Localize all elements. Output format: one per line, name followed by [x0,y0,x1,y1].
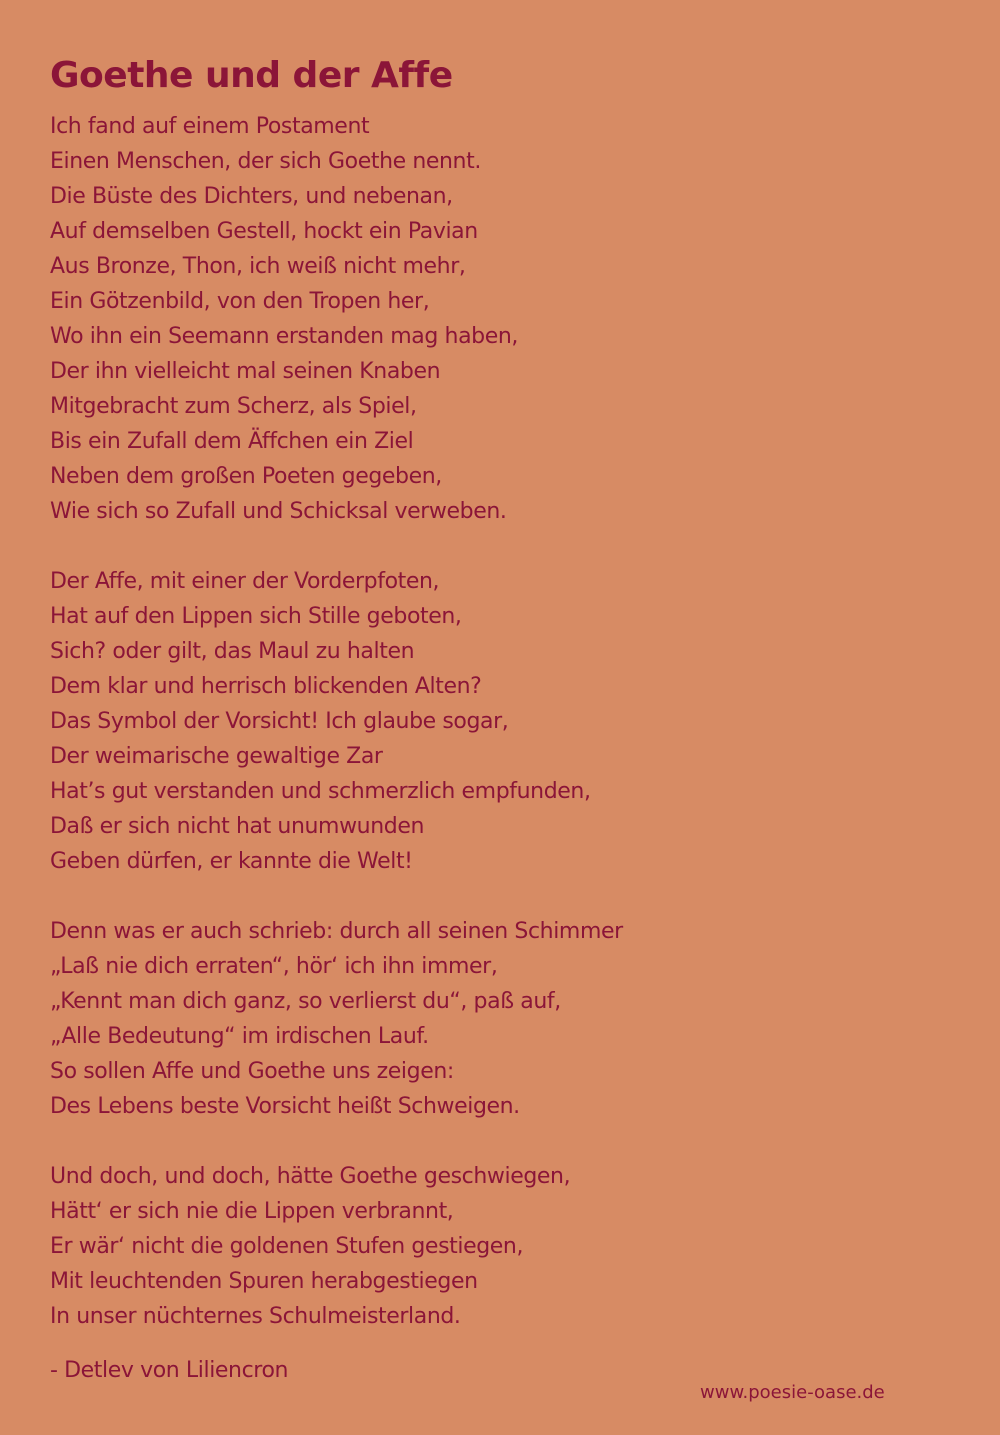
poem-line: Auf demselben Gestell, hockt ein Pavian [50,219,478,244]
poem-line: Geben dürfen, er kannte die Welt! [50,849,413,874]
poem-line: Ich fand auf einem Postament [50,114,370,139]
stanza-3 [50,914,950,1124]
website-url[interactable]: www.poesie-oase.de [700,1382,885,1403]
poem-line: Ein Götzenbild, von den Tropen her, [50,289,430,314]
poem-line: Das Symbol der Vorsicht! Ich glaube sogar, [50,709,509,734]
poem-line: Mit leuchtenden Spuren herabgestiegen [50,1269,478,1294]
poem-line: In unser nüchternes Schulmeisterland. [50,1304,461,1329]
poem-line: Der Affe, mit einer der Vorderpfoten, [50,569,440,594]
poem-line: Hat’s gut verstanden und schmerzlich empfunden, [50,779,591,804]
poem-line: Einen Menschen, der sich Goethe nennt. [50,149,481,174]
poem-line: Hätt‘ er sich nie die Lippen verbrannt, [50,1199,454,1224]
stanza-1 [50,109,950,529]
poem-page [50,50,950,1369]
poem-line: Wie sich so Zufall und Schicksal verweben. [50,499,507,524]
poem-line: Mitgebracht zum Scherz, als Spiel, [50,394,417,419]
poem-line: Des Lebens beste Vorsicht heißt Schweigen. [50,1094,520,1119]
poem-line: Bis ein Zufall dem Äffchen ein Ziel [50,429,414,454]
poem-line: Der ihn vielleicht mal seinen Knaben [50,359,441,384]
poem-line: „Laß nie dich erraten“, hör‘ ich ihn immer, [50,954,498,979]
poem-line: Die Büste des Dichters, und nebenan, [50,184,453,209]
poem-line: Dem klar und herrisch blickenden Alten? [50,674,482,699]
poem-line: So sollen Affe und Goethe uns zeigen: [50,1059,454,1084]
poem-title: Goethe und der Affe [50,55,453,96]
stanza-4 [50,1159,950,1334]
poem-author: - Detlev von Liliencron [50,1358,289,1383]
poem-line: Denn was er auch schrieb: durch all seinen Schimmer [50,919,623,944]
poem-line: Aus Bronze, Thon, ich weiß nicht mehr, [50,254,466,279]
poem-line: Und doch, und doch, hätte Goethe geschwiegen, [50,1164,571,1189]
poem-line: Neben dem großen Poeten gegeben, [50,464,442,489]
poem-body [50,109,950,1334]
poem-line: Hat auf den Lippen sich Stille geboten, [50,604,462,629]
poem-line: Daß er sich nicht hat unumwunden [50,814,424,839]
stanza-2 [50,564,950,879]
poem-line: Wo ihn ein Seemann erstanden mag haben, [50,324,518,349]
poem-line: „Kennt man dich ganz, so verlierst du“, paß auf, [50,989,561,1014]
poem-line: Er wär‘ nicht die goldenen Stufen gestiegen, [50,1234,524,1259]
poem-line: „Alle Bedeutung“ im irdischen Lauf. [50,1024,429,1049]
poem-line: Der weimarische gewaltige Zar [50,744,383,769]
poem-line: Sich? oder gilt, das Maul zu halten [50,639,415,664]
